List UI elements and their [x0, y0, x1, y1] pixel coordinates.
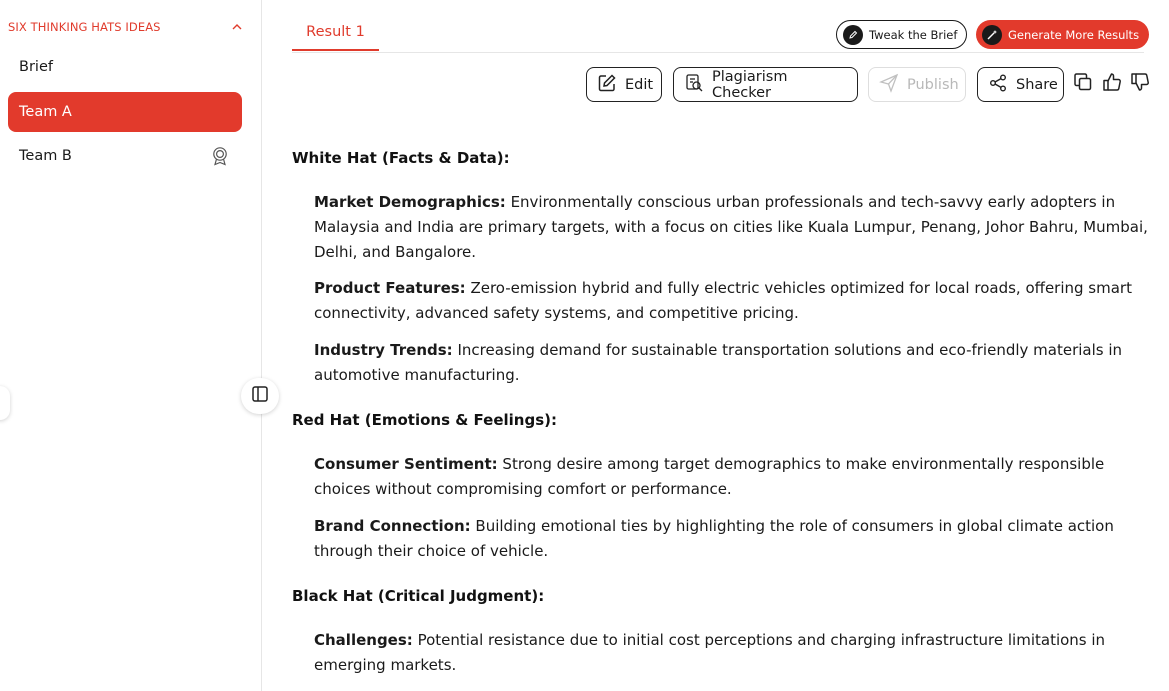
plagiarism-icon [684, 73, 704, 97]
item-label: Market Demographics: [314, 193, 506, 211]
item-label: Challenges: [314, 631, 413, 649]
sidebar-item-label: Brief [19, 59, 53, 75]
sidebar [0, 0, 262, 691]
edit-button[interactable] [586, 67, 662, 102]
list-item [314, 452, 1152, 502]
thumbs-down-button[interactable] [1129, 73, 1151, 95]
publish-button[interactable] [868, 67, 966, 102]
thumbs-up-icon [1102, 72, 1122, 96]
section-title-black-hat: Black Hat (Critical Judgment): [292, 587, 545, 605]
thumbs-up-button[interactable] [1101, 73, 1123, 95]
copy-icon [1073, 72, 1093, 96]
sparkle-icon [982, 25, 1002, 45]
award-icon [209, 145, 231, 167]
result-content [292, 146, 1152, 678]
plagiarism-checker-button[interactable] [673, 67, 858, 102]
list-item [314, 628, 1152, 678]
list-item [314, 190, 1152, 265]
generate-more-results-label: Generate More Results [1008, 27, 1140, 42]
copy-button[interactable] [1072, 73, 1094, 95]
thumbs-down-icon [1130, 72, 1150, 96]
sidebar-item-brief[interactable] [8, 47, 242, 87]
left-edge-handle[interactable] [0, 386, 10, 420]
item-label: Industry Trends: [314, 341, 453, 359]
item-text: Increasing demand for sustainable transportation solutions and eco-friendly materials in automotive manufacturing. [314, 341, 1123, 384]
panel-toggle-button[interactable] [241, 378, 279, 414]
share-label: Share [1016, 76, 1058, 93]
chevron-up-icon[interactable] [230, 20, 244, 34]
item-text: Zero-emission hybrid and fully electric vehicles optimized for local roads, offering smart connectivity, advanced safety systems, and competitive pricing. [314, 279, 1132, 322]
item-label: Brand Connection: [314, 517, 471, 535]
list-item [314, 338, 1152, 388]
tab-label: Result 1 [306, 24, 365, 40]
list-item [314, 276, 1152, 326]
share-icon [988, 73, 1008, 97]
sidebar-item-label: Team B [19, 148, 72, 164]
list-item [314, 514, 1152, 564]
generate-more-results-button[interactable] [976, 20, 1149, 49]
plagiarism-checker-label: Plagiarism Checker [712, 68, 788, 101]
pencil-icon [843, 25, 863, 45]
tweak-brief-button[interactable] [836, 20, 967, 49]
edit-label: Edit [625, 76, 654, 93]
item-text: Environmentally conscious urban professionals and tech-savvy early adopters in Malaysia and India are primary targets, with a focus on cities like Kuala Lumpur, Penang, Johor Bahru, Mumbai, Delhi, and Bangalore. [314, 193, 1148, 261]
edit-icon [597, 73, 617, 97]
item-text: Strong desire among target demographics to make environmentally responsible choices without compromising comfort or performance. [314, 455, 1105, 498]
section-title-red-hat: Red Hat (Emotions & Feelings): [292, 411, 558, 429]
panel-toggle-icon [251, 385, 269, 407]
share-button[interactable] [977, 67, 1064, 102]
sidebar-item-label: Team A [19, 104, 72, 120]
section-title-white-hat: White Hat (Facts & Data): [292, 149, 510, 167]
sidebar-item-team-b[interactable] [8, 136, 242, 176]
tab-result-1[interactable] [292, 16, 379, 51]
sidebar-item-team-a[interactable] [8, 92, 242, 132]
item-text: Building emotional ties by highlighting the role of consumers in global climate action through their choice of vehicle. [314, 517, 1114, 560]
item-label: Consumer Sentiment: [314, 455, 498, 473]
publish-label: Publish [907, 76, 959, 93]
sidebar-title: SIX THINKING HATS IDEAS [8, 20, 161, 34]
item-text: Potential resistance due to initial cost perceptions and charging infrastructure limitations in emerging markets. [314, 631, 1106, 674]
item-label: Product Features: [314, 279, 466, 297]
tweak-brief-label: Tweak the Brief [869, 27, 958, 42]
sidebar-header[interactable] [8, 18, 244, 36]
send-icon [879, 73, 899, 97]
